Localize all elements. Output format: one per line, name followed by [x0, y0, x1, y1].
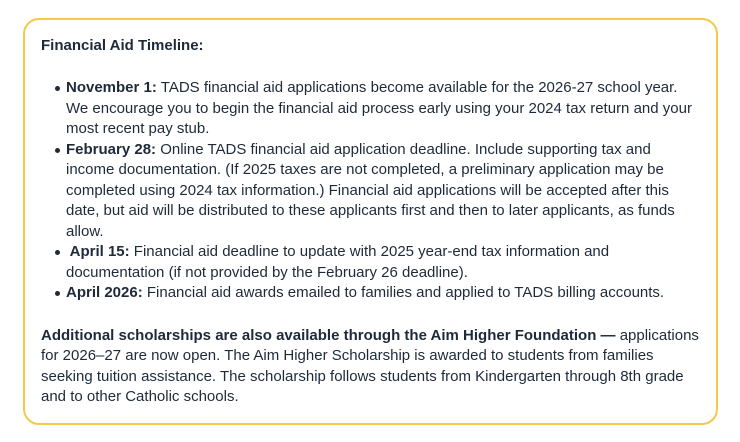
timeline-item-november	[66, 78, 702, 140]
timeline-text: Online TADS financial aid application deadline. Include supporting tax and income documentation. (If 2025 taxes are not completed, a preliminary application may be completed using 2024 tax information.) Financial aid applications will be accepted after this date, but aid will be distributed to these applicants first and then to later applicants, as funds allow.	[66, 140, 675, 240]
timeline-date: November 1:	[66, 79, 157, 96]
timeline-text: Financial aid deadline to update with 2025 year-end tax information and documentation (if not provided by the February 26 deadline).	[66, 243, 610, 281]
timeline-date: April 15:	[66, 243, 130, 260]
panel-heading: Financial Aid Timeline:	[41, 37, 204, 54]
timeline-date: April 2026:	[66, 284, 143, 301]
scholarship-paragraph	[41, 326, 702, 408]
financial-aid-panel	[23, 18, 718, 425]
scholarship-lead: Additional scholarships are also available through the Aim Higher Foundation —	[41, 326, 616, 344]
scholarship-text: applications for 2026–27 are now open. The Aim Higher Scholarship is awarded to students from families seeking tuition assistance. The scholarship follows students from Kindergarten through 8th grade and to other Catholic schools.	[41, 326, 699, 405]
timeline-item-february	[66, 140, 702, 243]
timeline-text: TADS financial aid applications become available for the 2026-27 school year. We encourage you to begin the financial aid process early using your 2024 tax return and your most recent pay stub.	[66, 79, 692, 137]
timeline-list	[41, 78, 702, 304]
timeline-date: February 28:	[66, 140, 157, 158]
timeline-text: Financial aid awards emailed to families and applied to TADS billing accounts.	[142, 284, 665, 301]
timeline-item-april-15	[66, 242, 702, 283]
timeline-item-april-2026	[66, 283, 702, 304]
